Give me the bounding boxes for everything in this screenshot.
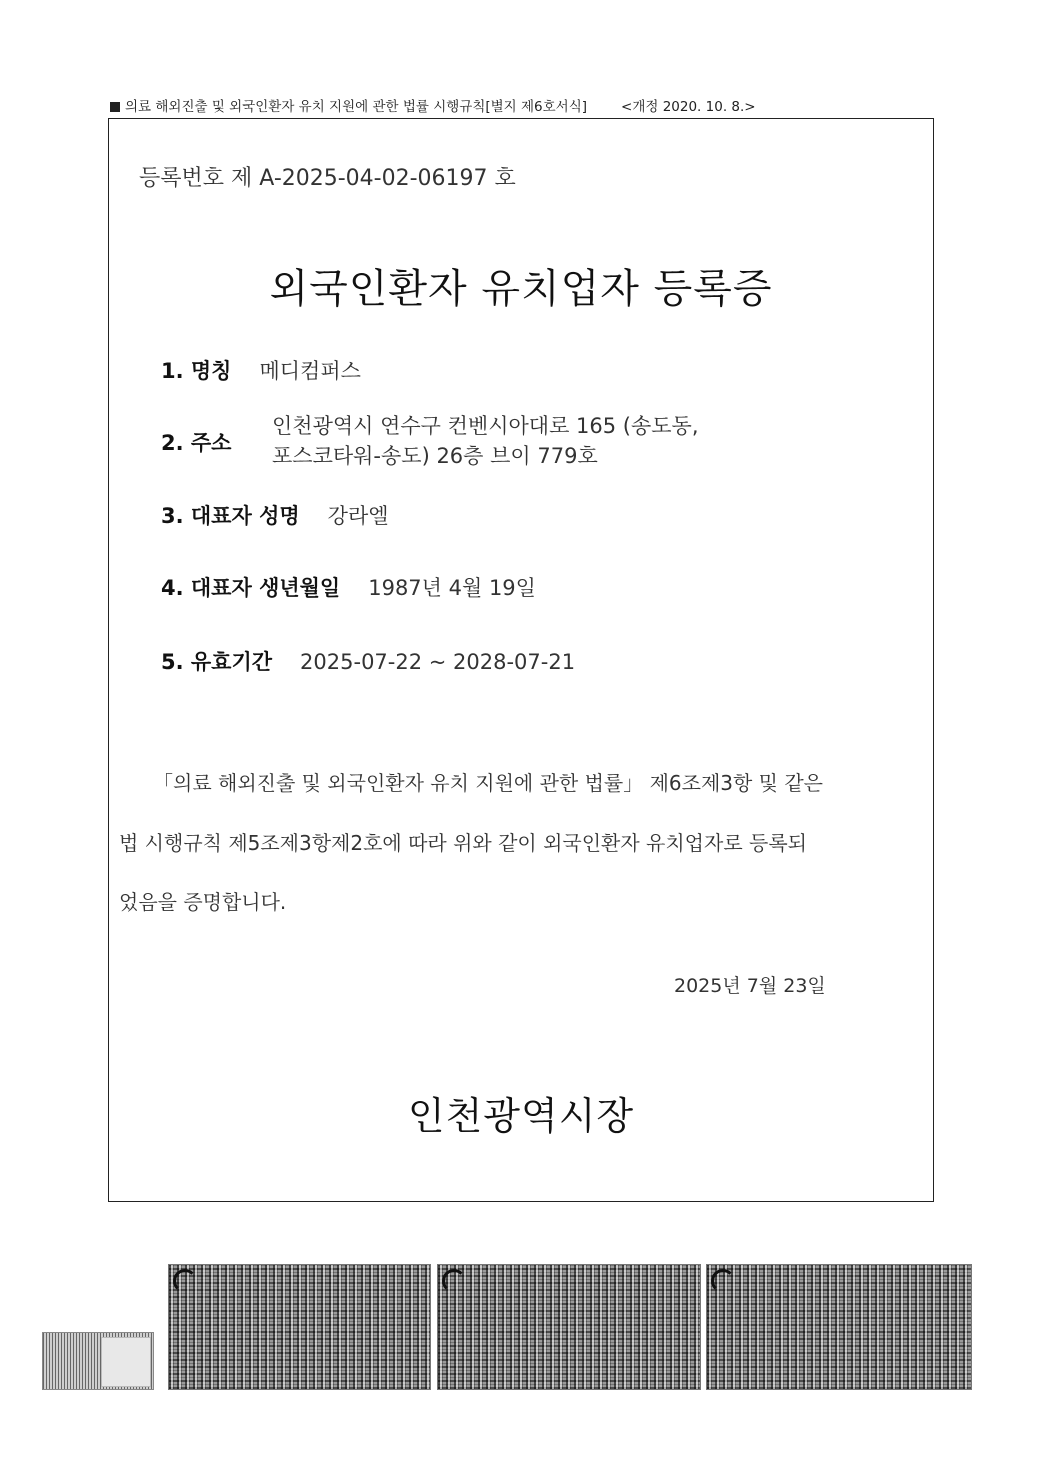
issuer: 인천광역시장 [407,1094,635,1138]
security-seal [42,1332,154,1390]
form-title: 의료 해외진출 및 외국인환자 유치 지원에 관한 법률 시행규칙[별지 제6호서식] [125,99,588,115]
field-validity [161,646,575,676]
registration-number: 등록번호 제 A-2025-04-02-06197 호 [139,166,516,191]
body-line-3: 었음을 증명합니다. [119,890,287,914]
form-header [110,95,756,115]
square-bullet-icon [110,102,120,112]
security-barcode-3 [706,1264,972,1390]
revision-date: <개정 2020. 10. 8.> [621,99,756,115]
field-value-address [272,411,699,471]
field-value: 2025-07-22 ~ 2028-07-21 [300,650,576,674]
body-line-2: 법 시행규칙 제5조제3항제2호에 따라 위와 같이 외국인환자 유치업자로 등록되 [119,831,807,855]
security-barcode-2 [437,1264,701,1390]
field-birthdate [161,572,536,602]
swirl-icon [711,1269,735,1293]
field-value: 1987년 4월 19일 [368,576,536,600]
field-label: 4. 대표자 생년월일 [161,576,341,600]
swirl-icon [173,1269,197,1293]
certificate-title: 외국인환자 유치업자 등록증 [269,266,773,312]
certificate-frame [108,118,934,1202]
field-label: 3. 대표자 성명 [161,504,300,528]
field-representative [161,500,389,530]
field-value: 강라엘 [327,504,389,528]
security-barcode-1 [168,1264,431,1390]
seal-mark-icon [101,1337,151,1387]
body-line-1: 「의료 해외진출 및 외국인환자 유치 지원에 관한 법률」 제6조제3항 및 같은 [153,771,823,795]
address-line-1: 인천광역시 연수구 컨벤시아대로 165 (송도동, [272,414,699,438]
swirl-icon [442,1269,466,1293]
address-line-2: 포스코타워-송도) 26층 브이 779호 [272,444,598,468]
field-name [161,355,361,385]
field-value: 메디컴퍼스 [259,359,361,383]
field-label-address: 2. 주소 [161,431,232,455]
issue-date: 2025년 7월 23일 [674,975,826,997]
field-label: 1. 명칭 [161,359,232,383]
field-label: 5. 유효기간 [161,650,273,674]
